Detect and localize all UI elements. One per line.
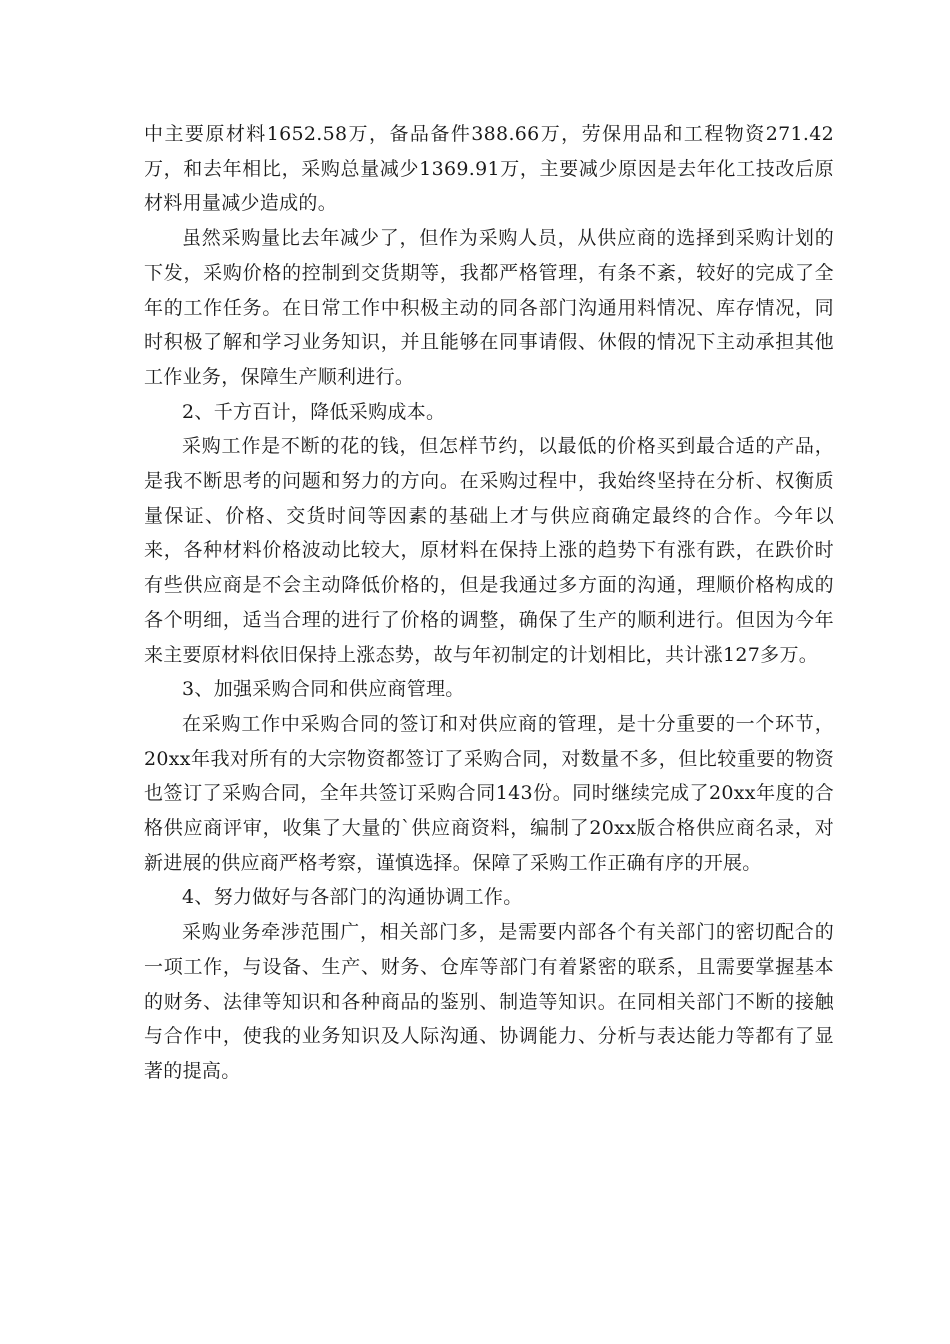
paragraph-procurement-management: 虽然采购量比去年减少了，但作为采购人员，从供应商的选择到采购计划的下发，采购价格的控制到交货期等，我都严格管理，有条不紊，较好的完成了全年的工作任务。在日常工作中积极主动的同各部门沟通用料情况、库存情况，同时积极了解和学习业务知识，并且能够在同事请假、休假的情况下主动承担其他工作业务，保障生产顺利进行。 xyxy=(144,227,834,388)
heading-reduce-cost: 2、千方百计，降低采购成本。 xyxy=(182,400,446,423)
paragraph-reduce-cost: 采购工作是不断的花的钱，但怎样节约，以最低的价格买到最合适的产品，是我不断思考的问题和努力的方向。在采购过程中，我始终坚持在分析、权衡质量保证、价格、交货时间等因素的基础上才与供应商确定最终的合作。今年以来，各种材料价格波动比较大，原材料在保持上涨的趋势下有涨有跌，在跌价时有些供应商是不会主动降低价格的，但是我通过多方面的沟通，理顺价格构成的各个明细，适当合理的进行了价格的调整，确保了生产的顺利进行。但因为今年来主要原材料依旧保持上涨态势，故与年初制定的计划相比，共计涨127多万。 xyxy=(144,435,834,666)
heading-coordination: 4、努力做好与各部门的沟通协调工作。 xyxy=(182,886,523,909)
paragraph-coordination: 采购业务牵涉范围广，相关部门多，是需要内部各个有关部门的密切配合的一项工作，与设备、生产、财务、仓库等部门有着紧密的联系，且需要掌握基本的财务、法律等知识和各种商品的鉴别、制造等知识。在同相关部门不断的接触与合作中，使我的业务知识及人际沟通、协调能力、分析与表达能力等都有了显著的提高。 xyxy=(144,921,834,1082)
paragraph-contract-supplier: 在采购工作中采购合同的签订和对供应商的管理，是十分重要的一个环节，20xx年我对所有的大宗物资都签订了采购合同，对数量不多，但比较重要的物资也签订了采购合同，全年共签订采购合同143份。同时继续完成了20xx年度的合格供应商评审，收集了大量的`供应商资料，编制了20xx版合格供应商名录，对新进展的供应商严格考察，谨慎选择。保障了采购工作正确有序的开展。 xyxy=(144,712,834,874)
paragraph-materials-summary: 中主要原材料1652.58万，备品备件388.66万，劳保用品和工程物资271.42万，和去年相比，采购总量减少1369.91万，主要减少原因是去年化工技改后原材料用量减少造成的。 xyxy=(144,123,834,215)
document-body xyxy=(144,117,834,1089)
heading-contract-supplier: 3、加强采购合同和供应商管理。 xyxy=(182,678,465,701)
